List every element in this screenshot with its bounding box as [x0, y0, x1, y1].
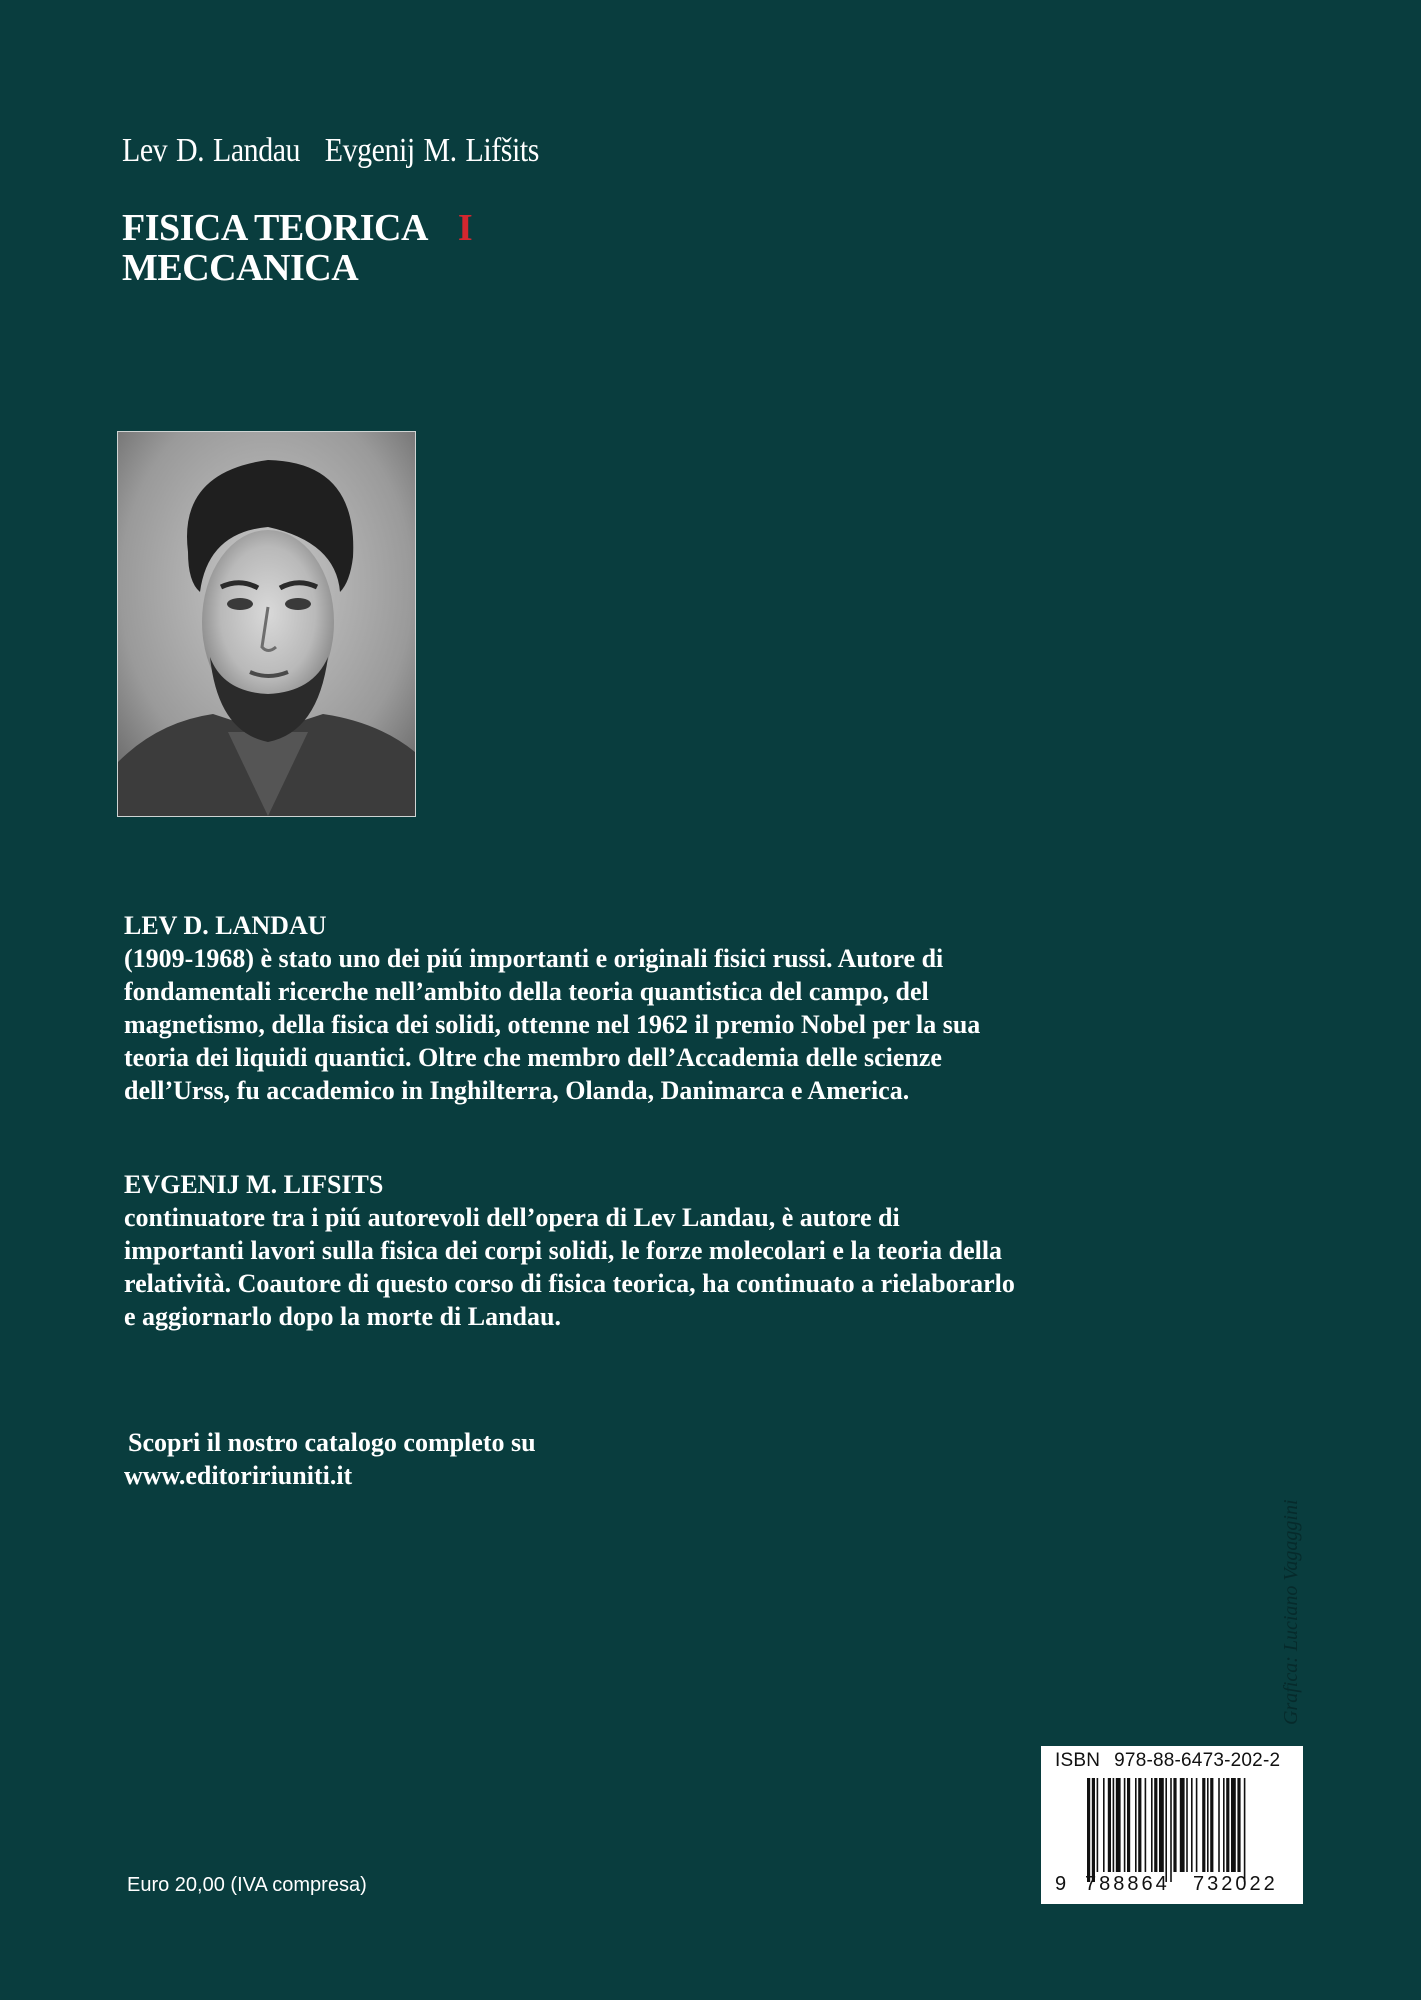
barcode-digits: [1041, 1873, 1303, 1899]
design-credit: [1280, 1495, 1304, 1725]
barcode-bar: [1154, 1778, 1157, 1872]
barcode-bar: [1092, 1778, 1095, 1882]
barcode-bar: [1180, 1778, 1185, 1872]
catalog-note: [124, 1426, 536, 1492]
isbn-number: 978-88-6473-202-2: [1114, 1750, 1281, 1771]
barcode-bar: [1116, 1778, 1121, 1872]
barcode-bar: [1124, 1778, 1126, 1872]
barcode-bar: [1151, 1778, 1153, 1872]
barcode-bar: [1165, 1778, 1167, 1882]
barcode-bar: [1103, 1778, 1105, 1872]
author-portrait: [117, 431, 416, 817]
isbn-barcode: [1041, 1746, 1303, 1904]
barcode-bar: [1159, 1778, 1164, 1872]
barcode-bar: [1138, 1778, 1141, 1872]
barcode-bar: [1191, 1778, 1193, 1872]
barcode-digits-group2: 732022: [1193, 1873, 1278, 1895]
barcode-bar: [1097, 1778, 1099, 1872]
barcode-digit-first: 9: [1055, 1873, 1070, 1895]
title-line2: MECCANICA: [122, 247, 359, 289]
barcode-bar: [1145, 1778, 1147, 1872]
barcode-bar: [1087, 1778, 1090, 1882]
author-lifsits: Evgenij M. Lifšits: [324, 132, 539, 169]
barcode-bar: [1170, 1778, 1172, 1882]
bio-lifsits-text: continuatore tra i piú autorevoli dell’opera di Lev Landau, è autore di importanti lavori sulla fisica dei corpi solidi, le forze molecolari e la teoria della relatività. Coautore di questo corso di fisica teorica, ha continuato a rielaborarlo e aggiornarlo dopo la morte di Landau.: [124, 1203, 1015, 1331]
barcode-bar: [1113, 1778, 1115, 1872]
barcode-bar: [1244, 1778, 1246, 1882]
price-label: Euro 20,00 (IVA compresa): [127, 1874, 367, 1896]
barcode-bar: [1196, 1778, 1198, 1872]
barcode-bar: [1207, 1778, 1209, 1872]
barcode-bar: [1127, 1778, 1130, 1872]
author-landau: Lev D. Landau: [122, 132, 301, 169]
bio-lifsits: [124, 1168, 1024, 1333]
barcode-bar: [1173, 1778, 1176, 1872]
bio-landau: [124, 909, 1024, 1107]
barcode-bar: [1210, 1778, 1213, 1872]
bio-landau-heading: LEV D. LANDAU: [124, 911, 327, 940]
barcode-digits-group1: 788864: [1085, 1873, 1170, 1895]
volume-number: I: [457, 207, 473, 249]
catalog-text: Scopri il nostro catalogo completo su: [128, 1428, 536, 1457]
barcode-bar: [1108, 1778, 1111, 1872]
authors-line: [122, 132, 539, 170]
barcode-bar: [1218, 1778, 1220, 1872]
barcode-bar: [1231, 1778, 1236, 1872]
bio-landau-text: (1909-1968) è stato uno dei piú importanti e originali fisici russi. Autore di fondamentali ricerche nell’ambito della teoria quantistica del campo, del magnetismo, della fisica dei solidi, ottenne nel 1962 il premio Nobel per la sua teoria dei liquidi quantici. Oltre che membro dell’Accademia delle scienze dell’Urss, fu accademico in Inghilterra, Olanda, Danimarca e America.: [124, 944, 981, 1105]
design-credit-text: Grafica: Luciano Vagaggini: [1280, 1499, 1302, 1725]
barcode-bar: [1223, 1778, 1225, 1872]
barcode-bar: [1226, 1778, 1229, 1872]
barcode-bar: [1135, 1778, 1137, 1872]
bio-lifsits-heading: EVGENIJ M. LIFSITS: [124, 1170, 384, 1199]
barcode-bar: [1186, 1778, 1188, 1872]
catalog-url[interactable]: www.editoririuniti.it: [124, 1461, 353, 1490]
isbn-label: ISBN: [1055, 1750, 1101, 1771]
book-title: [122, 208, 472, 288]
barcode-bar: [1237, 1778, 1240, 1872]
barcode-bar: [1202, 1778, 1205, 1872]
title-line1: FISICA TEORICA: [122, 207, 428, 249]
